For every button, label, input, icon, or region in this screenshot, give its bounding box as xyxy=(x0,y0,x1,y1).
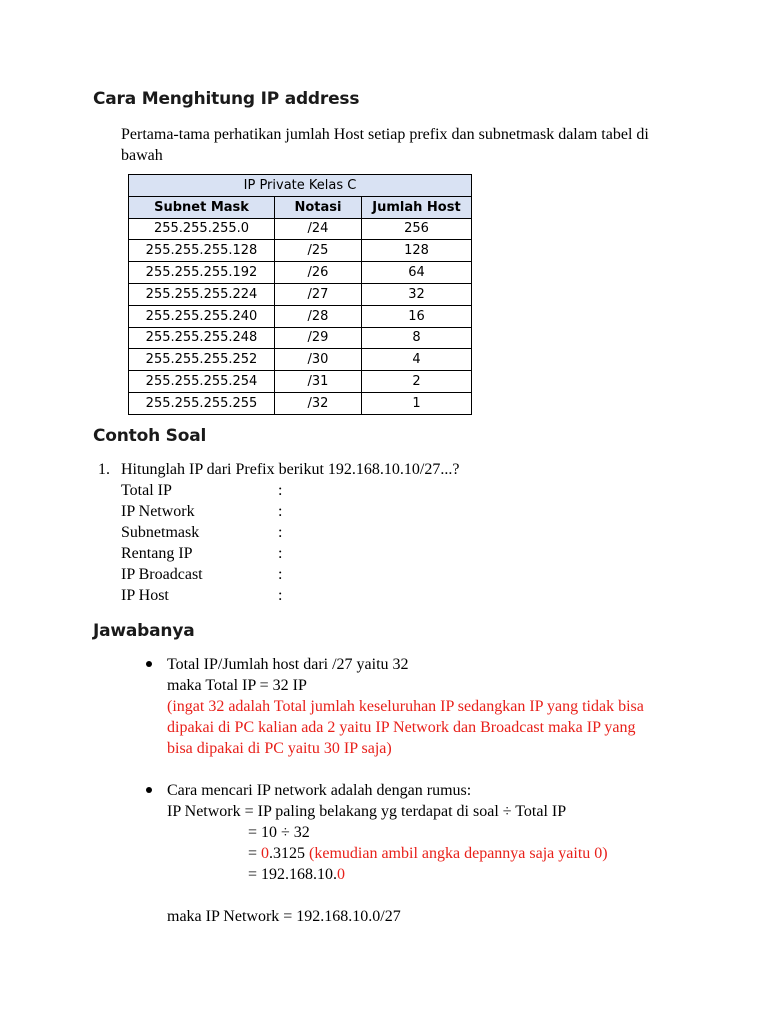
bullet-icon xyxy=(146,787,152,793)
cell-subnet-mask: 255.255.255.224 xyxy=(129,283,275,305)
answer2-step3 xyxy=(248,864,345,885)
cell-jumlah-host: 64 xyxy=(362,262,472,284)
cell-jumlah-host: 1 xyxy=(362,392,472,414)
section-heading-contoh-soal: Contoh Soal xyxy=(93,426,207,446)
table-row xyxy=(129,240,472,262)
field-colon: : xyxy=(278,482,283,499)
step2-rest: .3125 xyxy=(269,845,310,862)
answer1-note-line2: dipakai di PC kalian ada 2 yaitu IP Network dan Broadcast maka IP yang xyxy=(167,719,636,736)
cell-subnet-mask: 255.255.255.192 xyxy=(129,262,275,284)
answer1-note-line1: (ingat 32 adalah Total jumlah keseluruhan IP sedangkan IP yang tidak bisa xyxy=(167,698,644,715)
table-header-row xyxy=(129,196,472,218)
cell-notasi: /26 xyxy=(275,262,362,284)
cell-notasi: /24 xyxy=(275,218,362,240)
table-row xyxy=(129,349,472,371)
table-row xyxy=(129,262,472,284)
cell-subnet-mask: 255.255.255.254 xyxy=(129,371,275,393)
answer1-line2: maka Total IP = 32 IP xyxy=(167,677,307,694)
step3-prefix: = 192.168.10. xyxy=(248,866,338,883)
cell-notasi: /27 xyxy=(275,283,362,305)
step3-red-digit: 0 xyxy=(337,866,346,883)
answer2-line1: Cara mencari IP network adalah dengan rumus: xyxy=(167,782,472,799)
header-subnet-mask: Subnet Mask xyxy=(129,196,275,218)
cell-notasi: /29 xyxy=(275,327,362,349)
cell-jumlah-host: 16 xyxy=(362,305,472,327)
table-title-row xyxy=(129,175,472,197)
header-notasi: Notasi xyxy=(275,196,362,218)
field-colon: : xyxy=(278,503,283,520)
cell-notasi: /31 xyxy=(275,371,362,393)
answer2-step1: = 10 ÷ 32 xyxy=(248,824,310,841)
table-row xyxy=(129,327,472,349)
cell-jumlah-host: 256 xyxy=(362,218,472,240)
field-label-ip-host: IP Host xyxy=(121,587,169,604)
table-row xyxy=(129,305,472,327)
intro-text-line2: bawah xyxy=(121,147,163,164)
step2-note: (kemudian ambil angka depannya saja yaitu 0) xyxy=(309,845,608,862)
answer2-step2 xyxy=(248,843,608,864)
field-colon: : xyxy=(278,545,283,562)
cell-subnet-mask: 255.255.255.240 xyxy=(129,305,275,327)
cell-notasi: /30 xyxy=(275,349,362,371)
answer2-formula: IP Network = IP paling belakang yg terdapat di soal ÷ Total IP xyxy=(167,803,567,820)
cell-subnet-mask: 255.255.255.128 xyxy=(129,240,275,262)
cell-jumlah-host: 32 xyxy=(362,283,472,305)
question-text: Hitunglah IP dari Prefix berikut 192.168.10.10/27...? xyxy=(121,461,460,478)
step2-red-digit: 0 xyxy=(261,845,270,862)
field-label-total-ip: Total IP xyxy=(121,482,172,499)
answer1-line1: Total IP/Jumlah host dari /27 yaitu 32 xyxy=(167,656,409,673)
table-row xyxy=(129,218,472,240)
field-label-ip-network: IP Network xyxy=(121,503,195,520)
page-title: Cara Menghitung IP address xyxy=(93,89,360,109)
field-label-ip-broadcast: IP Broadcast xyxy=(121,566,203,583)
answer2-result: maka IP Network = 192.168.10.0/27 xyxy=(167,908,401,925)
field-label-subnetmask: Subnetmask xyxy=(121,524,200,541)
cell-jumlah-host: 8 xyxy=(362,327,472,349)
table-row xyxy=(129,283,472,305)
cell-notasi: /32 xyxy=(275,392,362,414)
cell-jumlah-host: 2 xyxy=(362,371,472,393)
field-colon: : xyxy=(278,524,283,541)
cell-jumlah-host: 4 xyxy=(362,349,472,371)
table-row xyxy=(129,392,472,414)
cell-subnet-mask: 255.255.255.252 xyxy=(129,349,275,371)
cell-notasi: /25 xyxy=(275,240,362,262)
field-label-rentang-ip: Rentang IP xyxy=(121,545,193,562)
cell-notasi: /28 xyxy=(275,305,362,327)
table-title: IP Private Kelas C xyxy=(129,175,472,197)
cell-subnet-mask: 255.255.255.248 xyxy=(129,327,275,349)
table-row xyxy=(129,371,472,393)
step2-prefix: = xyxy=(248,845,262,862)
question-number: 1. xyxy=(98,461,110,478)
cell-subnet-mask: 255.255.255.255 xyxy=(129,392,275,414)
cell-subnet-mask: 255.255.255.0 xyxy=(129,218,275,240)
bullet-icon xyxy=(146,661,152,667)
section-heading-jawabanya: Jawabanya xyxy=(93,621,195,641)
intro-text-line1: Pertama-tama perhatikan jumlah Host setiap prefix dan subnetmask dalam tabel di xyxy=(121,126,649,143)
cell-jumlah-host: 128 xyxy=(362,240,472,262)
field-colon: : xyxy=(278,587,283,604)
subnet-table xyxy=(128,174,472,415)
field-colon: : xyxy=(278,566,283,583)
answer1-note-line3: bisa dipakai di PC yaitu 30 IP saja) xyxy=(167,740,392,757)
header-jumlah-host: Jumlah Host xyxy=(362,196,472,218)
